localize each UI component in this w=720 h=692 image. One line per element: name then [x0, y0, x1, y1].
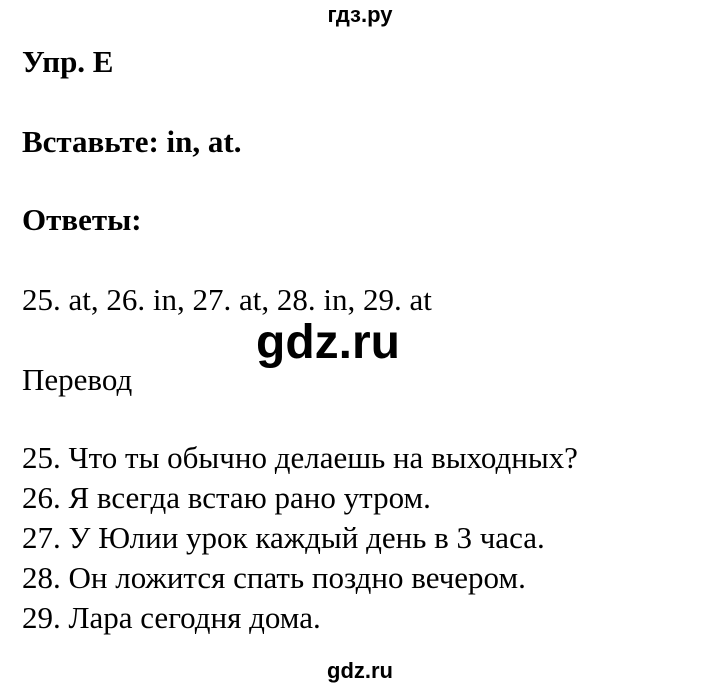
translation-line: 29. Лара сегодня дома.	[22, 600, 321, 635]
translation-line: 26. Я всегда встаю рано утром.	[22, 480, 431, 515]
site-footer-label: gdz.ru	[327, 658, 393, 683]
translation-line: 27. У Юлии урок каждый день в 3 часа.	[22, 520, 545, 555]
exercise-instruction: Вставьте: in, at.	[22, 124, 242, 159]
gdz-watermark: gdz.ru	[256, 316, 400, 369]
translation-line: 28. Он ложится спать поздно вечером.	[22, 560, 526, 595]
site-header-label: гдз.ру	[327, 2, 393, 27]
translation-line: 25. Что ты обычно делаешь на выходных?	[22, 440, 578, 475]
exercise-title: Упр. E	[22, 44, 114, 79]
answers-heading: Ответы:	[22, 202, 142, 237]
translation-heading: Перевод	[22, 362, 133, 397]
answers-line: 25. at, 26. in, 27. at, 28. in, 29. at	[22, 282, 432, 317]
